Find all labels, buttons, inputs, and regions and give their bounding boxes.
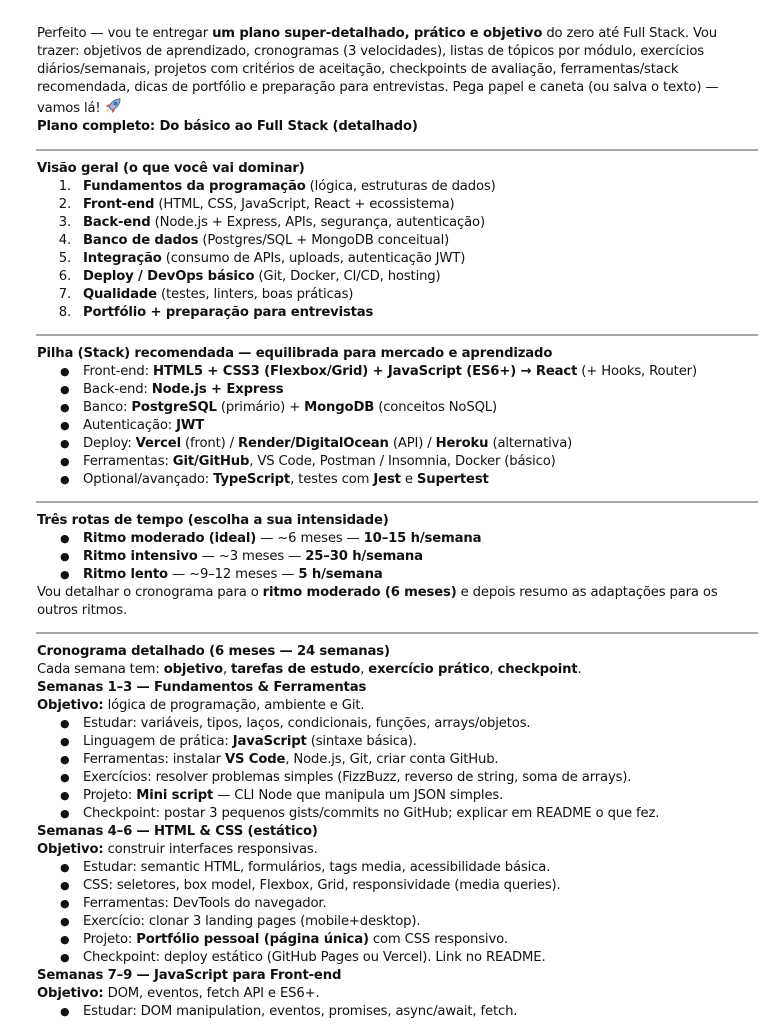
overview-item: 3. Back-end (Node.js + Express, APIs, segurança, autenticação) — [37, 214, 759, 232]
schedule-heading: Cronograma detalhado (6 meses — 24 semanas) — [37, 644, 390, 659]
bullet-icon: ● — [60, 807, 70, 820]
block-objective: Objetivo: DOM, eventos, fetch API e ES6+. — [37, 986, 320, 1001]
intro-text: do zero até Full Stack. Vou trazer: objetivos de aprendizado, cronogramas (3 velocidades), listas de tópicos por módulo, exercícios diários/semanais, projetos com critérios de aceitação, checkpoints de avaliação, ferramentas/stack recomendada, dicas de portfólio e preparação para entrevistas. Pega papel e caneta (ou salva o texto) — vamos lá! — [37, 26, 719, 116]
bullet-icon: ● — [60, 717, 70, 730]
block-title: Semanas 4–6 — HTML & CSS (estático) — [37, 824, 318, 839]
block-item: ● Linguagem de prática: JavaScript (sintaxe básica). — [60, 734, 417, 749]
bullet-icon: ● — [60, 532, 70, 545]
bullet-icon: ● — [60, 771, 70, 784]
route-item: ● Ritmo moderado (ideal) — ~6 meses — 10–15 h/semana — [60, 531, 482, 546]
stack-item: ● Front-end: HTML5 + CSS3 (Flexbox/Grid) + JavaScript (ES6+) → React (+ Hooks, Router) — [60, 364, 697, 379]
bullet-icon: ● — [60, 951, 70, 964]
schedule-each-week: Cada semana tem: objetivo, tarefas de estudo, exercício prático, checkpoint. — [37, 662, 582, 677]
overview-item: 8. Portfólio + preparação para entrevistas — [37, 304, 759, 322]
document — [37, 25, 759, 1021]
block-item: ● Estudar: semantic HTML, formulários, tags media, acessibilidade básica. — [60, 860, 551, 875]
block-items — [37, 715, 759, 823]
block-item: ● Checkpoint: postar 3 pequenos gists/commits no GitHub; explicar em README o que fez. — [60, 806, 660, 821]
stack-item: ● Back-end: Node.js + Express — [60, 382, 284, 397]
list-number: 3. — [58, 215, 71, 230]
list-number: 5. — [58, 251, 71, 266]
stack-item: ● Ferramentas: Git/GitHub, VS Code, Postman / Insomnia, Docker (básico) — [60, 454, 556, 469]
route-item: ● Ritmo lento — ~9–12 meses — 5 h/semana — [60, 567, 383, 582]
intro-bold: um plano super-detalhado, prático e objetivo — [212, 26, 543, 41]
bullet-icon: ● — [60, 365, 70, 378]
block-item: ● Ferramentas: DevTools do navegador. — [60, 896, 327, 911]
intro-text: Perfeito — vou te entregar — [37, 26, 213, 41]
bullet-icon: ● — [60, 401, 70, 414]
routes-note: Vou detalhar o cronograma para o ritmo moderado (6 meses) e depois resumo as adaptações para os outros ritmos. — [37, 585, 718, 618]
bullet-icon: ● — [60, 419, 70, 432]
overview-list — [37, 178, 759, 322]
list-number: 7. — [58, 287, 71, 302]
bullet-icon: ● — [60, 735, 70, 748]
overview-item: 5. Integração (consumo de APIs, uploads, autenticação JWT) — [37, 250, 759, 268]
bullet-icon: ● — [60, 473, 70, 486]
bullet-icon: ● — [60, 933, 70, 946]
block-item: ● Estudar: DOM manipulation, eventos, promises, async/await, fetch. — [60, 1004, 518, 1019]
bullet-icon: ● — [60, 753, 70, 766]
routes-heading: Três rotas de tempo (escolha a sua intensidade) — [37, 513, 389, 528]
bullet-icon: ● — [60, 383, 70, 396]
block-item: ● Projeto: Portfólio pessoal (página única) com CSS responsivo. — [60, 932, 508, 947]
schedule-blocks — [37, 679, 759, 1021]
overview-item: 2. Front-end (HTML, CSS, JavaScript, React + ecossistema) — [37, 196, 759, 214]
stack-heading: Pilha (Stack) recomendada — equilibrada para mercado e aprendizado — [37, 346, 553, 361]
block-item: ● Estudar: variáveis, tipos, laços, condicionais, funções, arrays/objetos. — [60, 716, 531, 731]
bullet-icon: ● — [60, 861, 70, 874]
block-objective: Objetivo: construir interfaces responsivas. — [37, 842, 318, 857]
block-item: ● Projeto: Mini script — CLI Node que manipula um JSON simples. — [60, 788, 504, 803]
divider — [36, 334, 758, 336]
rocket-icon — [104, 97, 122, 115]
bullet-icon: ● — [60, 897, 70, 910]
block-objective: Objetivo: lógica de programação, ambiente e Git. — [37, 698, 365, 713]
bullet-icon: ● — [60, 550, 70, 563]
divider — [36, 632, 758, 634]
routes-list — [37, 530, 759, 584]
block-item: ● CSS: seletores, box model, Flexbox, Grid, responsividade (media queries). — [60, 878, 561, 893]
list-number: 1. — [58, 179, 71, 194]
intro-paragraph — [37, 25, 759, 118]
stack-item: ● Banco: PostgreSQL (primário) + MongoDB (conceitos NoSQL) — [60, 400, 497, 415]
block-title: Semanas 7–9 — JavaScript para Front-end — [37, 968, 342, 983]
bullet-icon: ● — [60, 1005, 70, 1018]
overview-item: 7. Qualidade (testes, linters, boas práticas) — [37, 286, 759, 304]
divider — [36, 149, 758, 151]
plan-title: Plano completo: Do básico ao Full Stack (detalhado) — [37, 119, 418, 134]
stack-item: ● Autenticação: JWT — [60, 418, 205, 433]
block-item: ● Ferramentas: instalar VS Code, Node.js, Git, criar conta GitHub. — [60, 752, 499, 767]
list-number: 4. — [58, 233, 71, 248]
block-item: ● Exercício: clonar 3 landing pages (mobile+desktop). — [60, 914, 421, 929]
bullet-icon: ● — [60, 789, 70, 802]
bullet-icon: ● — [60, 455, 70, 468]
route-item: ● Ritmo intensivo — ~3 meses — 25–30 h/semana — [60, 549, 423, 564]
block-items — [37, 859, 759, 967]
overview-item: 4. Banco de dados (Postgres/SQL + MongoDB conceitual) — [37, 232, 759, 250]
stack-list — [37, 363, 759, 489]
bullet-icon: ● — [60, 437, 70, 450]
overview-item: 1. Fundamentos da programação (lógica, estruturas de dados) — [37, 178, 759, 196]
block-items — [37, 1003, 759, 1021]
stack-item: ● Deploy: Vercel (front) / Render/DigitalOcean (API) / Heroku (alternativa) — [60, 436, 573, 451]
stack-item: ● Optional/avançado: TypeScript, testes com Jest e Supertest — [60, 472, 489, 487]
block-title: Semanas 1–3 — Fundamentos & Ferramentas — [37, 680, 367, 695]
list-number: 2. — [58, 197, 71, 212]
block-item: ● Checkpoint: deploy estático (GitHub Pages ou Vercel). Link no README. — [60, 950, 546, 965]
overview-item: 6. Deploy / DevOps básico (Git, Docker, CI/CD, hosting) — [37, 268, 759, 286]
list-number: 8. — [58, 305, 71, 320]
divider — [36, 501, 758, 503]
bullet-icon: ● — [60, 568, 70, 581]
bullet-icon: ● — [60, 915, 70, 928]
list-number: 6. — [58, 269, 71, 284]
overview-heading: Visão geral (o que você vai dominar) — [37, 161, 305, 176]
bullet-icon: ● — [60, 879, 70, 892]
block-item: ● Exercícios: resolver problemas simples (FizzBuzz, reverso de string, soma de arrays). — [60, 770, 632, 785]
